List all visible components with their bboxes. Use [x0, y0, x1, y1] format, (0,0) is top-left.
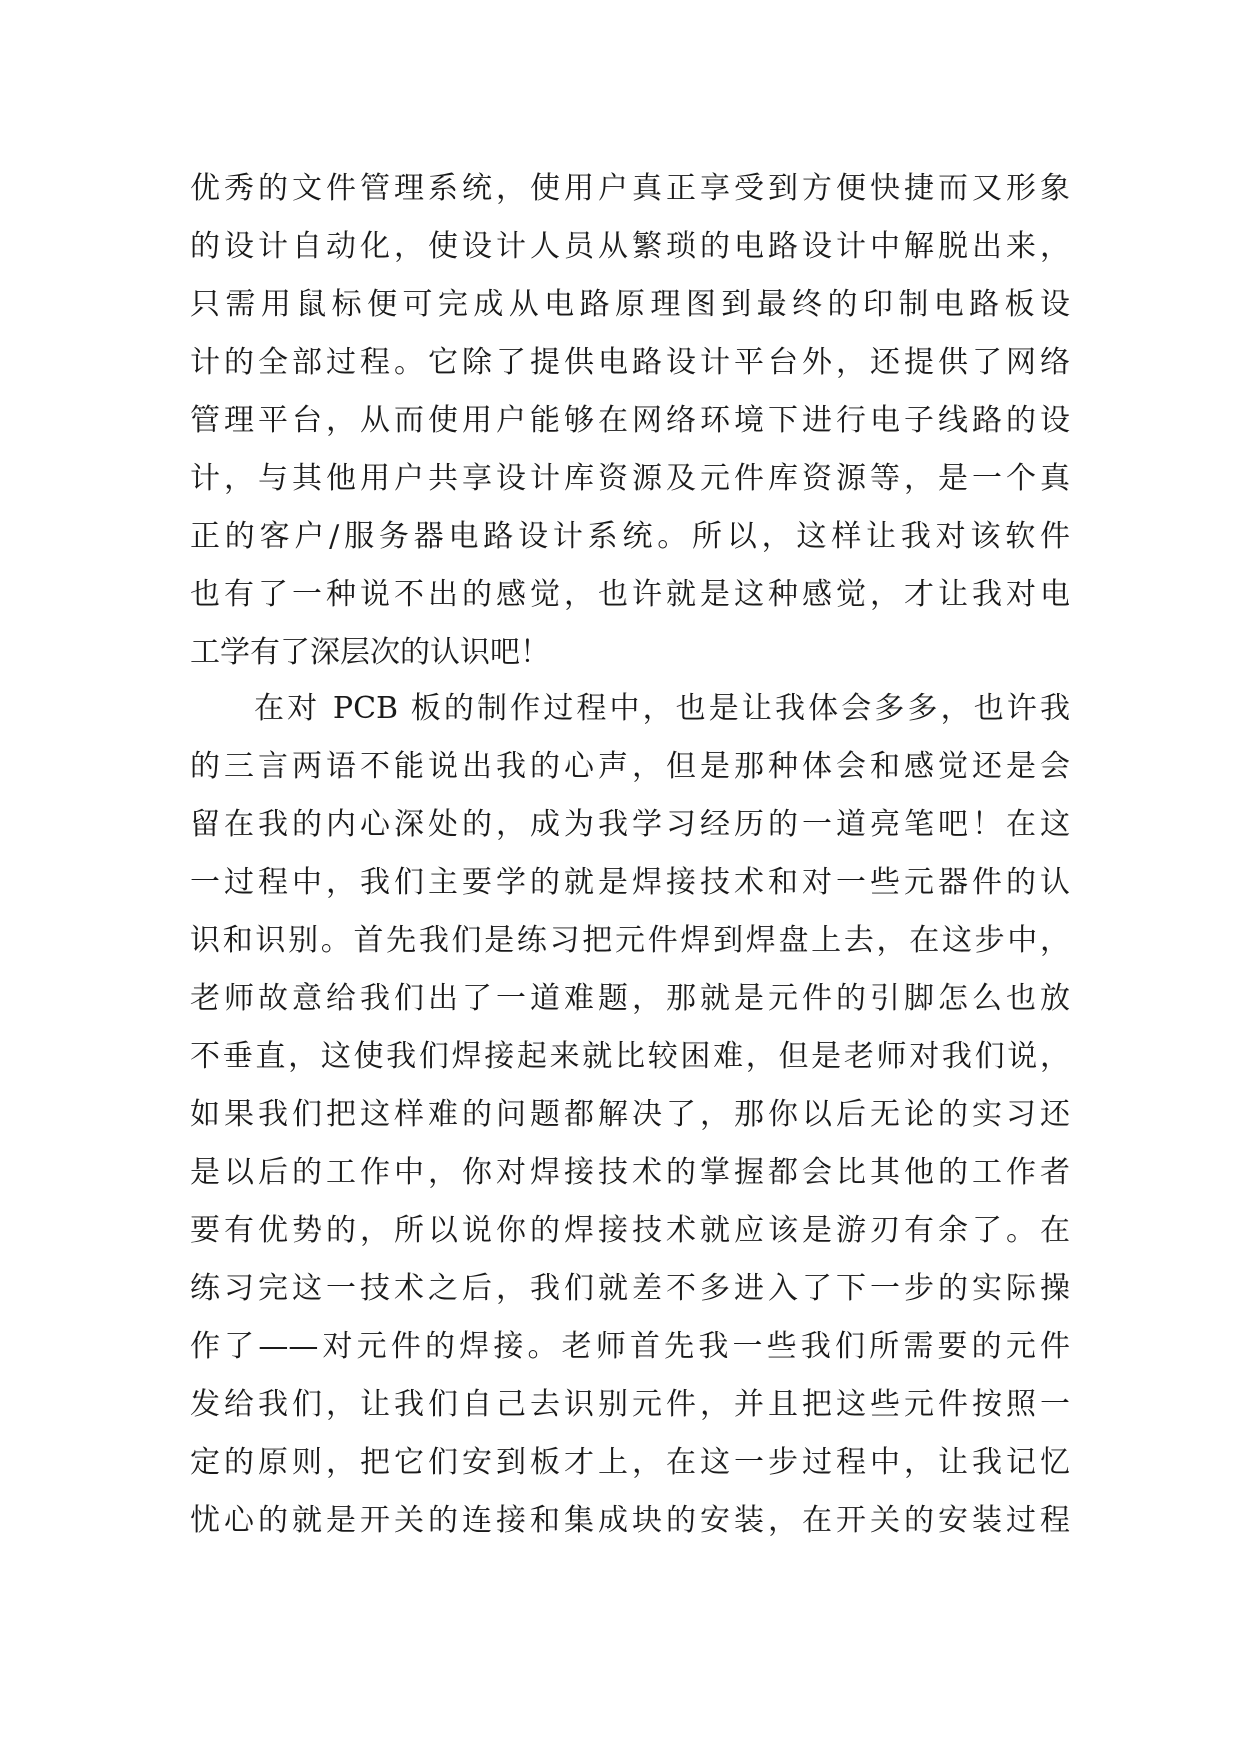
paragraph-1 — [190, 160, 1070, 682]
paragraph-line: 老师故意给我们出了一道难题，那就是元件的引脚怎么也放 — [190, 981, 1070, 1016]
paragraph-line: 只需用鼠标便可完成从电路原理图到最终的印制电路板设 — [190, 287, 1070, 322]
paragraph-line: 定的原则，把它们安到板才上，在这一步过程中，让我记忆 — [190, 1445, 1070, 1480]
paragraph-line: 是以后的工作中，你对焊接技术的掌握都会比其他的工作者 — [190, 1155, 1070, 1190]
paragraph-line: 的三言两语不能说出我的心声，但是那种体会和感觉还是会 — [190, 749, 1070, 784]
paragraph-line: 发给我们，让我们自己去识别元件，并且把这些元件按照一 — [190, 1387, 1070, 1422]
paragraph-line: 练习完这一技术之后，我们就差不多进入了下一步的实际操 — [190, 1271, 1070, 1306]
paragraph-line: 一过程中，我们主要学的就是焊接技术和对一些元器件的认 — [190, 865, 1070, 900]
paragraph-line: 识和识别。首先我们是练习把元件焊到焊盘上去，在这步中， — [190, 923, 1070, 958]
paragraph-line: 留在我的内心深处的，成为我学习经历的一道亮笔吧！在这 — [190, 807, 1070, 842]
paragraph-line: 忧心的就是开关的连接和集成块的安装，在开关的安装过程 — [190, 1503, 1070, 1538]
paragraph-line: 在对 PCB 板的制作过程中，也是让我体会多多，也许我 — [254, 691, 1070, 726]
paragraph-line: 不垂直，这使我们焊接起来就比较困难，但是老师对我们说， — [190, 1039, 1070, 1074]
paragraph-line: 要有优势的，所以说你的焊接技术就应该是游刃有余了。在 — [190, 1213, 1070, 1248]
paragraph-2 — [190, 680, 1070, 1550]
paragraph-line: 工学有了深层次的认识吧！ — [190, 635, 550, 670]
paragraph-line: 也有了一种说不出的感觉，也许就是这种感觉，才让我对电 — [190, 577, 1070, 612]
paragraph-line: 作了——对元件的焊接。老师首先我一些我们所需要的元件 — [190, 1329, 1070, 1364]
paragraph-line: 管理平台，从而使用户能够在网络环境下进行电子线路的设 — [190, 403, 1070, 438]
paragraph-line: 的设计自动化，使设计人员从繁琐的电路设计中解脱出来， — [190, 229, 1070, 264]
paragraph-line: 如果我们把这样难的问题都解决了，那你以后无论的实习还 — [190, 1097, 1070, 1132]
paragraph-line: 计的全部过程。它除了提供电路设计平台外，还提供了网络 — [190, 345, 1070, 380]
paragraph-line: 优秀的文件管理系统，使用户真正享受到方便快捷而又形象 — [190, 171, 1070, 206]
paragraph-line: 计，与其他用户共享设计库资源及元件库资源等，是一个真 — [190, 461, 1070, 496]
paragraph-line: 正的客户/服务器电路设计系统。所以，这样让我对该软件 — [190, 519, 1070, 554]
